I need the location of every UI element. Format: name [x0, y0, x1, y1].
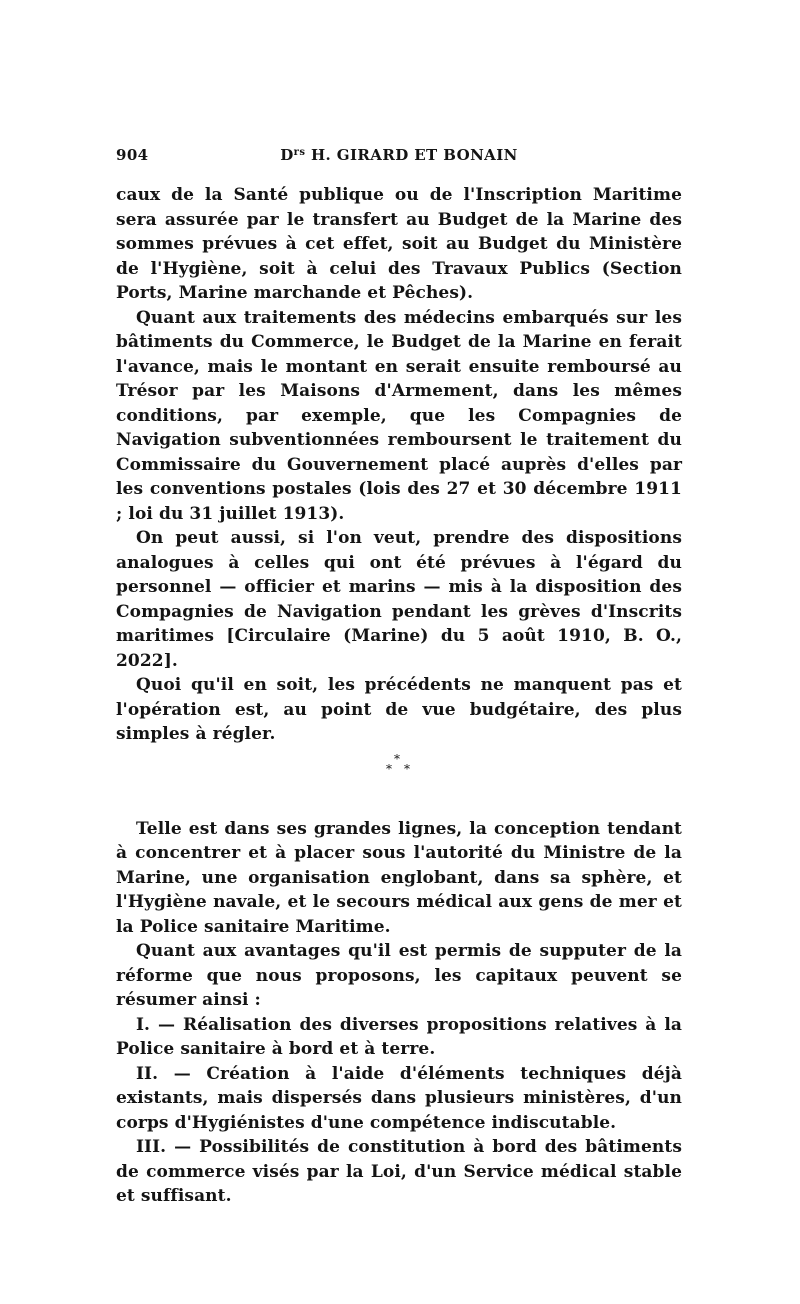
running-header [116, 146, 682, 168]
page-number: 904 [116, 146, 149, 164]
header-title [116, 146, 682, 164]
list-item-2: II. — Création à l'aide d'éléments techniques déjà existants, mais dispersés dans plusieurs ministères, d'un corps d'Hygiénistes d'une compétence indiscutable. [116, 1063, 682, 1133]
asterism-star-top: * [394, 751, 400, 766]
body-text [116, 183, 682, 1209]
header-title-superscript: rs [293, 147, 306, 158]
asterism-section-break [116, 747, 682, 817]
paragraph-medical-salaries: Quant aux traitements des médecins embarqués sur les bâtiments du Commerce, le Budget de la Marine en ferait l'avance, mais le montant en serait ensuite remboursé au Trésor par les Maisons d'Armement, dans les mêmes conditions, par exemple, que les Compagnies de Navigation subventionnées remboursent le traitement du Commissaire du Gouvernement placé auprès d'elles par les conventions postales (lois des 27 et 30 décembre 1911 ; loi du 31 juillet 1913). [116, 307, 682, 524]
header-title-prefix: D [280, 146, 294, 164]
header-title-authors: H. GIRARD ET BONAIN [305, 146, 518, 164]
paragraph-conception: Telle est dans ses grandes lignes, la conception tendant à concentrer et à placer sous l'autorité du Ministre de la Marine, une organisation englobant, dans sa sphère, et l'Hygiène navale, et le secours médical aux gens de mer et la Police sanitaire Maritime. [116, 818, 682, 937]
asterism-star-right: * [404, 761, 410, 776]
paragraph-continuation: caux de la Santé publique ou de l'Inscription Maritime sera assurée par le transfert au Budget de la Marine des sommes prévues à cet effet, soit au Budget du Ministère de l'Hygiène, soit à celui des Travaux Publics (Section Ports, Marine marchande et Pêches). [116, 185, 682, 303]
book-page [116, 0, 682, 1304]
paragraph-budget-conclusion: Quoi qu'il en soit, les précédents ne manquent pas et l'opération est, au point de vue budgétaire, des plus simples à régler. [116, 675, 682, 744]
list-item-1: I. — Réalisation des diverses propositions relatives à la Police sanitaire à bord et à terre. [116, 1014, 682, 1059]
paragraph-analogous-provisions: On peut aussi, si l'on veut, prendre des dispositions analogues à celles qui ont été prévues à l'égard du personnel — officier et marins — mis à la disposition des Compagnies de Navigation pendant les grèves d'Inscrits maritimes [Circulaire (Marine) du 5 août 1910, B. O., 2022]. [116, 528, 682, 671]
asterism-star-left: * [386, 761, 392, 776]
list-item-3: III. — Possibilités de constitution à bord des bâtiments de commerce visés par la Loi, d'un Service médical stable et suffisant. [116, 1137, 682, 1206]
paragraph-advantages-intro: Quant aux avantages qu'il est permis de supputer de la réforme que nous proposons, les capitaux peuvent se résumer ainsi : [116, 941, 682, 1010]
